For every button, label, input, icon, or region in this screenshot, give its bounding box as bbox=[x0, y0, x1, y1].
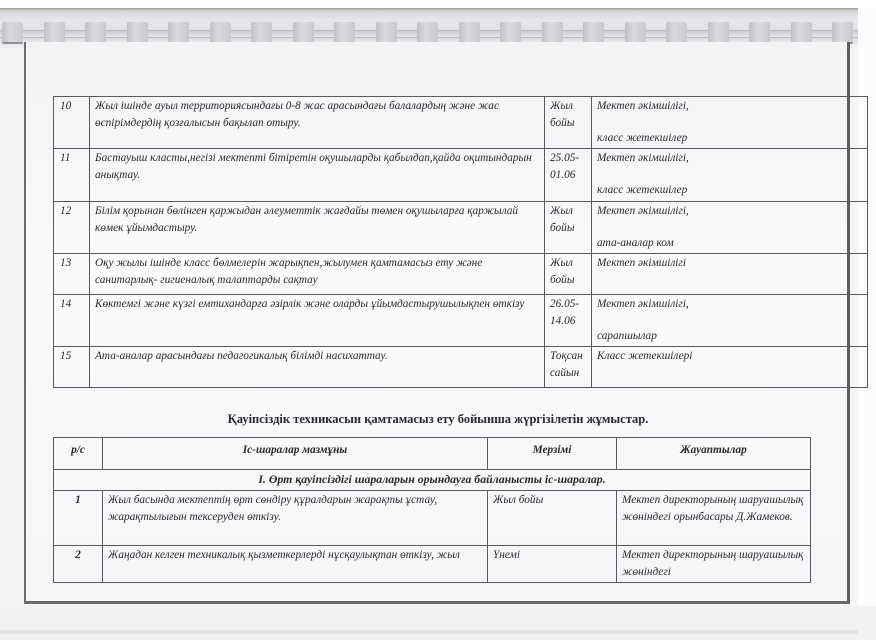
row-responsible bbox=[592, 254, 868, 295]
plan-table bbox=[53, 96, 868, 388]
row-date: Үнемі bbox=[488, 546, 617, 583]
binding-ring bbox=[459, 22, 480, 44]
row-num: 13 bbox=[54, 254, 90, 295]
binding-ring bbox=[293, 22, 314, 44]
row-responsible bbox=[592, 295, 868, 347]
row-responsible bbox=[592, 347, 868, 388]
row-text: Оқу жылы ішінде класс бөлмелерін жарықпен,жылумен қамтамасыз ету және санитарлық- гигиеналық талаптарды сақтау bbox=[90, 254, 545, 295]
row-text: Көктемгі және күзгі емтихандарға әзірлік және оларды ұйымдастырушылықпен өткізу bbox=[90, 295, 545, 347]
row-num: 15 bbox=[54, 347, 90, 388]
responsible-line-2: класс жетекшілер bbox=[597, 184, 688, 196]
header-num: р/с bbox=[54, 438, 103, 470]
responsible-line-1: Мектеп әкімшілігі bbox=[597, 257, 686, 269]
row-responsible bbox=[592, 149, 868, 202]
row-responsible: Мектеп директорының шаруашылық жөніндегі bbox=[617, 546, 811, 583]
row-text: Ата-аналар арасындағы педагогикалық білімді насихаттау. bbox=[90, 347, 545, 388]
binding-ring bbox=[44, 22, 65, 44]
binding-ring bbox=[832, 22, 853, 44]
responsible-line-2: класс жетекшілер bbox=[597, 132, 688, 144]
binding-ring bbox=[2, 22, 23, 44]
row-text: Білім қорынан бөлінген қаржыдан әлеуметтік жағдайы төмен оқушыларға қаржылай көмек ұйымдастыру. bbox=[90, 202, 545, 254]
binding-ring bbox=[708, 22, 729, 44]
row-text: Жыл ішінде ауыл территориясындағы 0-8 жас арасындағы балалардың және жас өспірімдердің қозғалысын бақылап отыру. bbox=[90, 97, 545, 149]
header-date: Мерзімі bbox=[488, 438, 617, 470]
binding-ring bbox=[666, 22, 687, 44]
binding-ring bbox=[251, 22, 272, 44]
subheader-row bbox=[54, 470, 811, 491]
binding-ring bbox=[749, 22, 770, 44]
row-date: 26.05- 14.06 bbox=[545, 295, 592, 347]
header-content: Іс-шаралар мазмұны bbox=[103, 438, 488, 470]
binding-ring bbox=[334, 22, 355, 44]
table-row bbox=[54, 295, 868, 347]
next-page-edge bbox=[0, 630, 858, 634]
table-row bbox=[54, 149, 868, 202]
binding-ring bbox=[417, 22, 438, 44]
responsible-line-2: сарапшылар bbox=[597, 330, 657, 342]
binding-ring bbox=[376, 22, 397, 44]
binding-ring bbox=[168, 22, 189, 44]
row-num: 2 bbox=[54, 546, 103, 583]
section-title: Қауіпсіздік техникасын қамтамасыз ету бойынша жүргізілетін жұмыстар. bbox=[227, 412, 649, 426]
responsible-line-2: ата-аналар ком bbox=[597, 237, 674, 249]
row-date: Жыл бойы bbox=[545, 97, 592, 149]
row-num: 14 bbox=[54, 295, 90, 347]
header-responsible: Жауаптылар bbox=[617, 438, 811, 470]
table-row bbox=[54, 97, 868, 149]
subheader: I. Өрт қауіпсіздігі шараларын орындауға байланысты іс-шаралар. bbox=[54, 470, 811, 491]
binding-ring bbox=[583, 22, 604, 44]
responsible-line-1: Мектеп әкімшілігі, bbox=[597, 100, 689, 112]
binding-ring bbox=[500, 22, 521, 44]
binding-ring bbox=[542, 22, 563, 44]
table-row bbox=[54, 546, 811, 583]
row-text: Бастауыш класты,негізі мектепті бітіретін оқушыларды қабылдап,қайда оқитындарын анықтау. bbox=[90, 149, 545, 202]
row-date: 25.05- 01.06 bbox=[545, 149, 592, 202]
safety-table bbox=[53, 437, 811, 583]
row-date: Жыл бойы bbox=[488, 491, 617, 546]
binding-ring bbox=[625, 22, 646, 44]
row-responsible bbox=[592, 97, 868, 149]
responsible-line-1: Мектеп әкімшілігі, bbox=[597, 298, 689, 310]
table-row bbox=[54, 202, 868, 254]
row-text: Жаңадан келген техникалық қызметкерлерді нұсқаулықтан өткізу, жыл bbox=[103, 546, 488, 583]
row-num: 1 bbox=[54, 491, 103, 546]
table-row bbox=[54, 347, 868, 388]
binding-ring bbox=[791, 22, 812, 44]
row-num: 11 bbox=[54, 149, 90, 202]
row-date: Жыл бойы bbox=[545, 254, 592, 295]
table-row bbox=[54, 491, 811, 546]
table-row bbox=[54, 254, 868, 295]
row-date: Тоқсан сайын bbox=[545, 347, 592, 388]
binding-ring bbox=[210, 22, 231, 44]
row-date: Жыл бойы bbox=[545, 202, 592, 254]
row-num: 12 bbox=[54, 202, 90, 254]
binding-ring bbox=[85, 22, 106, 44]
responsible-line-1: Мектеп әкімшілігі, bbox=[597, 205, 689, 217]
row-responsible: Мектеп директорының шаруашылық жөніндегі орынбасары Д.Жамеков. bbox=[617, 491, 811, 546]
scan-top-margin bbox=[0, 0, 876, 8]
table-header-row bbox=[54, 438, 811, 470]
binding-ring bbox=[127, 22, 148, 44]
scan-bottom-margin bbox=[0, 606, 876, 640]
row-num: 10 bbox=[54, 97, 90, 149]
row-responsible bbox=[592, 202, 868, 254]
responsible-line-1: Класс жетекшілері bbox=[597, 350, 693, 362]
responsible-line-1: Мектеп әкімшілігі, bbox=[597, 152, 689, 164]
row-text: Жыл басында мектептің өрт сөндіру құралдарын жарақты ұстау, жарақтылығын тексеруден өткізу. bbox=[103, 491, 488, 546]
